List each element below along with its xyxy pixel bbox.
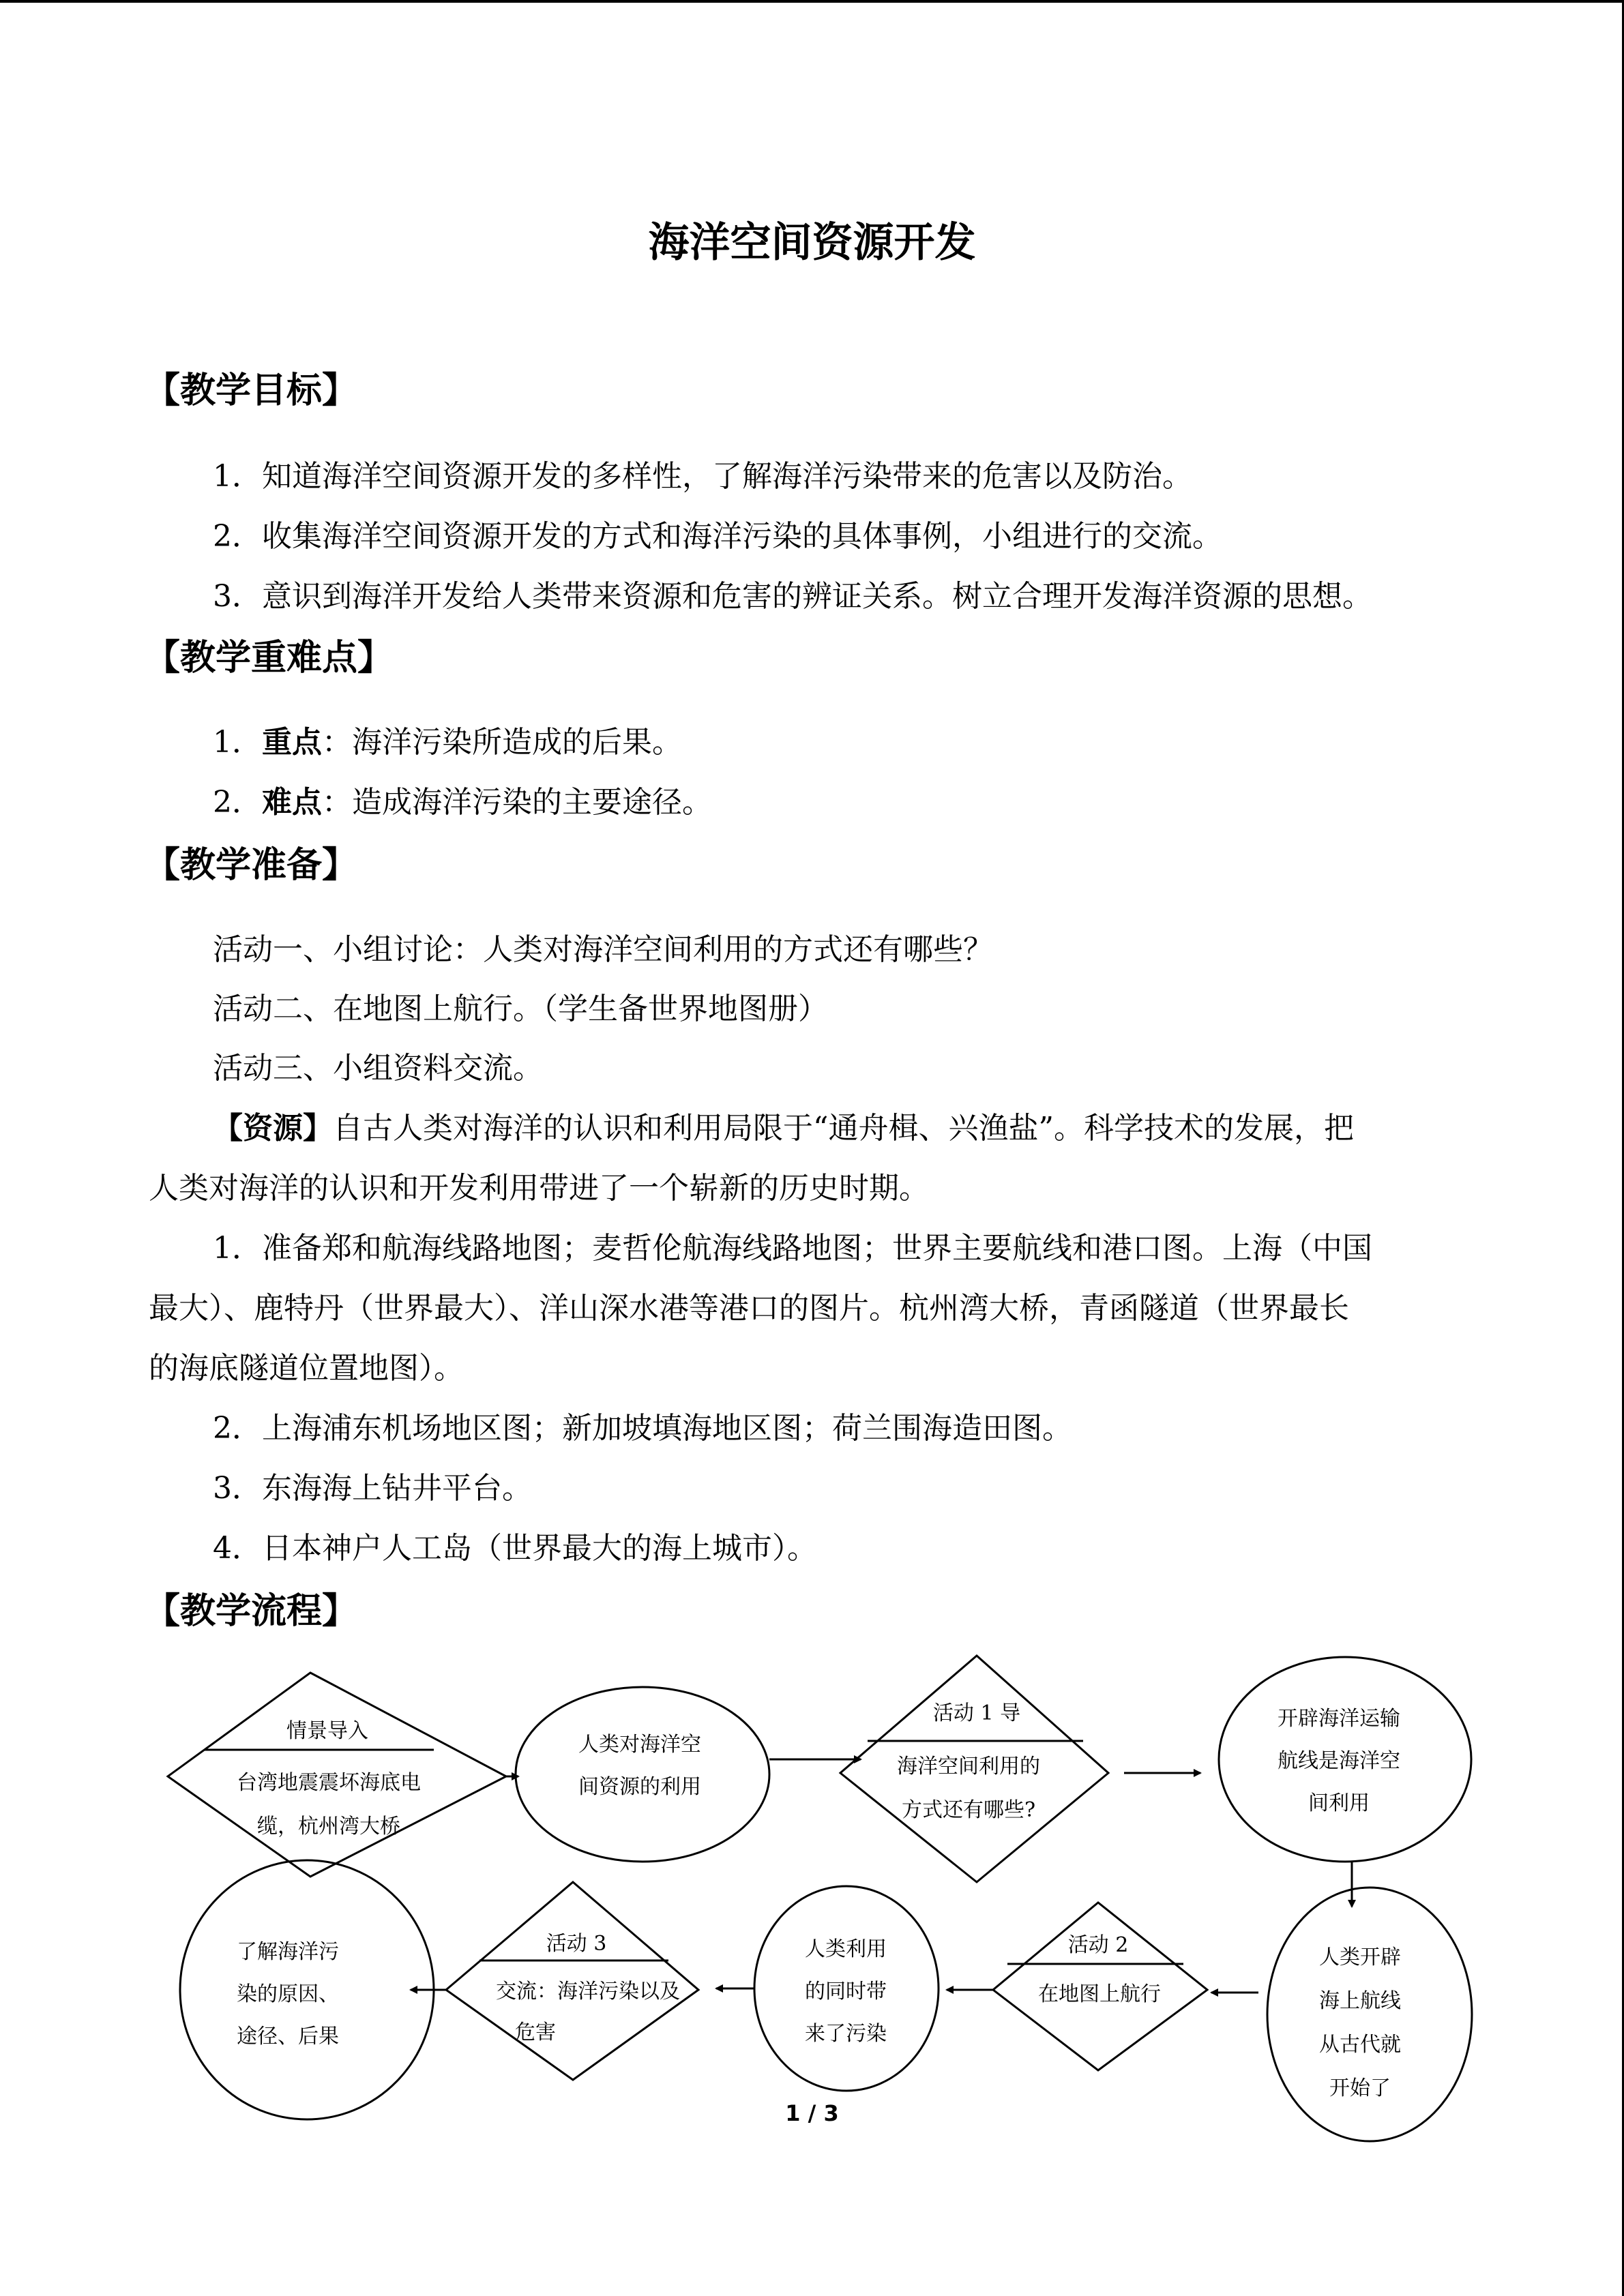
flow-d2-line-2: 方式还有哪些?	[901, 1798, 1036, 1822]
flow-e1-line-2: 间资源的利用	[578, 1775, 701, 1799]
flow-d1-top: 情景导入	[286, 1719, 368, 1743]
flow-e2-line-1: 开辟海洋运输	[1278, 1707, 1400, 1731]
key-point-num: 1．	[213, 725, 262, 760]
difficulty-num: 2．	[213, 785, 262, 820]
flow-e3-line-3: 从古代就	[1319, 2033, 1401, 2057]
page-title: 海洋空间资源开发	[648, 219, 976, 267]
flow-e5-line-2: 染的原因、	[237, 1982, 339, 2006]
heading-key-points: 【教学重难点】	[145, 638, 394, 679]
objective-item-2: 2．收集海洋空间资源开发的方式和海洋污染的具体事例，小组进行的交流。	[213, 519, 1222, 554]
difficulty-text: ：造成海洋污染的主要途径。	[322, 785, 712, 820]
resource-label: 【资源】	[213, 1111, 333, 1146]
prep-item-2: 2．上海浦东机场地区图；新加坡填海地区图；荷兰围海造田图。	[213, 1411, 1072, 1446]
flow-e1-line-1: 人类对海洋空	[578, 1733, 701, 1757]
flow-e4-line-3: 来了污染	[805, 2022, 887, 2046]
flow-d3-top: 活动 2	[1067, 1933, 1129, 1957]
heading-flow: 【教学流程】	[145, 1591, 358, 1632]
flow-e5-line-1: 了解海洋污	[237, 1940, 339, 1964]
flow-d2-line-1: 海洋空间利用的	[897, 1755, 1040, 1778]
flow-d2-top: 活动 1 导	[932, 1701, 1021, 1725]
difficulty-label: 难点	[262, 785, 322, 820]
flow-e3-line-4: 开始了	[1329, 2076, 1391, 2100]
flow-e3-line-1: 人类开辟	[1319, 1945, 1401, 1969]
flow-d4-top: 活动 3	[546, 1932, 607, 1956]
flow-e3-line-2: 海上航线	[1319, 1989, 1401, 2013]
flow-e4-line-1: 人类利用	[805, 1937, 887, 1961]
activity-2: 活动二、在地图上航行。（学生备世界地图册）	[213, 992, 828, 1026]
flow-d4-line-1: 交流：海洋污染以及	[496, 1980, 680, 2003]
resource-line-2: 人类对海洋的认识和开发利用带进了一个崭新的历史时期。	[149, 1171, 929, 1206]
prep-item-1-line-3: 的海底隧道位置地图）。	[149, 1351, 464, 1386]
heading-preparation: 【教学准备】	[145, 845, 358, 886]
key-point-label: 重点	[262, 725, 322, 760]
activity-1: 活动一、小组讨论：人类对海洋空间利用的方式还有哪些？	[213, 932, 993, 967]
page-number: 1 / 3	[785, 2100, 839, 2126]
flow-ellipse-1	[516, 1687, 769, 1862]
resource-text: 自古人类对海洋的认识和利用局限于“通舟楫、兴渔盐”。科学技术的发展，把	[333, 1111, 1354, 1146]
flow-d4-line-2: 危害	[515, 2021, 556, 2044]
activity-3: 活动三、小组资料交流。	[213, 1051, 543, 1086]
flow-d3-line-1: 在地图上航行	[1038, 1982, 1161, 2006]
prep-item-1-line-2: 最大）、鹿特丹（世界最大）、洋山深水港等港口的图片。杭州湾大桥，青函隧道（世界最长	[149, 1291, 1349, 1326]
flow-e5-line-3: 途径、后果	[237, 2025, 339, 2048]
heading-objectives: 【教学目标】	[145, 370, 358, 411]
prep-item-4: 4．日本神户人工岛（世界最大的海上城市）。	[213, 1531, 817, 1566]
objective-item-1: 1．知道海洋空间资源开发的多样性，了解海洋污染带来的危害以及防治。	[213, 459, 1192, 494]
prep-item-3: 3．东海海上钻井平台。	[213, 1471, 532, 1506]
flow-e2-line-3: 间利用	[1308, 1791, 1370, 1815]
flow-e2-line-2: 航线是海洋空	[1278, 1749, 1400, 1773]
flow-e4-line-2: 的同时带	[805, 1980, 887, 2003]
flow-d1-line-2: 缆，杭州湾大桥	[257, 1815, 400, 1838]
key-point-text: ：海洋污染所造成的后果。	[322, 725, 682, 760]
prep-item-1-line-1: 1．准备郑和航海线路地图；麦哲伦航海线路地图；世界主要航线和港口图。上海（中国	[213, 1231, 1372, 1266]
objective-item-3: 3．意识到海洋开发给人类带来资源和危害的辨证关系。树立合理开发海洋资源的思想。	[213, 579, 1372, 614]
flow-d1-line-1: 台湾地震震坏海底电	[237, 1771, 421, 1795]
